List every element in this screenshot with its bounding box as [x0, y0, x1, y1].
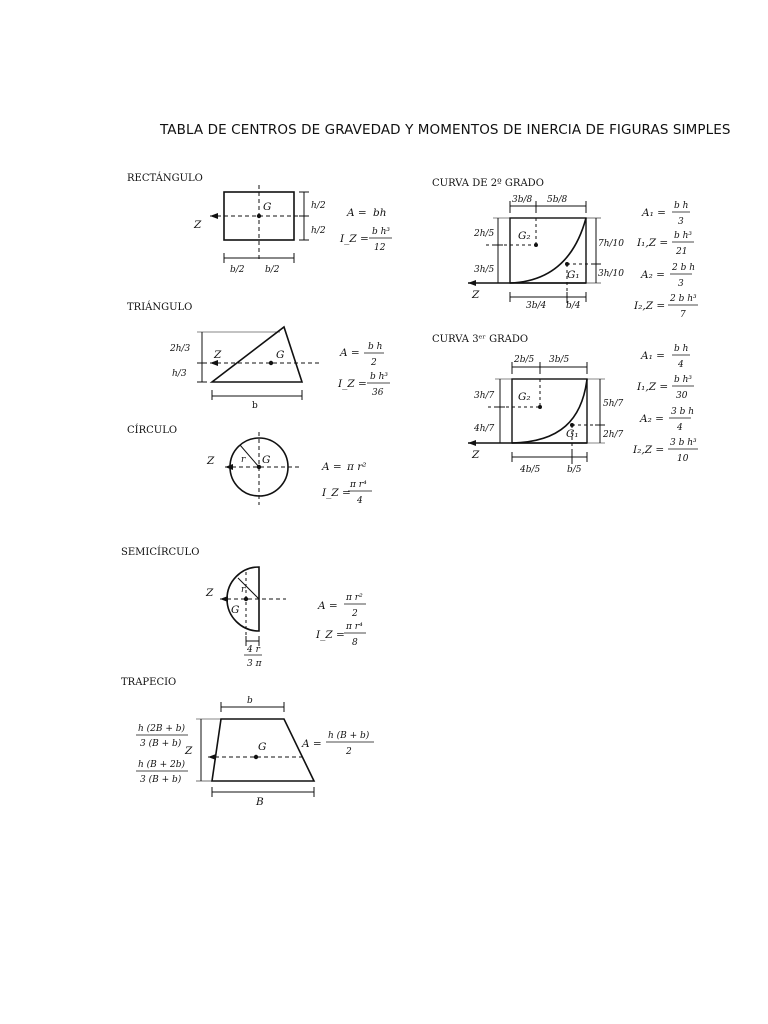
formula-num: 2 b h	[672, 263, 696, 273]
axis-label: Z	[206, 587, 214, 599]
formula-num: 2 b h³	[670, 294, 697, 304]
dim-label: B	[256, 796, 264, 808]
dim-num: h (2B + b)	[138, 724, 186, 734]
centroid-dot	[257, 214, 261, 218]
z-axis-arrow-icon	[208, 754, 216, 760]
triangle-shape	[212, 327, 302, 382]
formula-num: 3 b h³	[670, 438, 697, 448]
formula-inertia-lhs: I_Z =	[322, 487, 351, 499]
formula-area-rhs: π r²	[347, 461, 367, 473]
g1-dot	[565, 262, 569, 266]
formula-num: b h³	[372, 227, 391, 237]
z-axis-arrow-icon	[468, 280, 476, 286]
formula-den: 7	[680, 310, 686, 320]
g2-label: G₂	[518, 230, 531, 242]
z-axis-arrow-icon	[225, 464, 233, 470]
formula-num: b h³	[674, 231, 693, 241]
section-heading-curva3: CURVA 3ᵉʳ GRADO	[432, 334, 529, 345]
formula-num: b h	[368, 342, 383, 352]
formula-inertia-lhs: I_Z =	[316, 629, 345, 641]
dim-num: h (B + 2b)	[138, 760, 186, 770]
formula-area-lhs: A =	[322, 461, 342, 473]
formula-num: b h	[674, 344, 689, 354]
formula-num: π r⁴	[350, 480, 367, 490]
formula-lhs: I₂,Z =	[633, 444, 665, 456]
trapezoid-figure	[110, 670, 410, 815]
g2-label: G₂	[518, 391, 531, 403]
formula-inertia-lhs: I_Z =	[338, 378, 367, 390]
section-heading-curva2: CURVA DE 2º GRADO	[432, 178, 544, 189]
formula-den: 3	[678, 279, 684, 289]
axis-label: Z	[194, 219, 202, 231]
formula-den: 30	[676, 391, 688, 401]
formula-inertia-lhs: I_Z =	[340, 233, 369, 245]
page-title: TABLA DE CENTROS DE GRAVEDAD Y MOMENTOS DE INERCIA DE FIGURAS SIMPLES	[160, 122, 731, 138]
centroid-dot	[257, 465, 261, 469]
section-heading-triangulo: TRIÁNGULO	[127, 302, 193, 313]
circle-figure	[110, 418, 410, 518]
formula-num: b h³	[370, 372, 389, 382]
dim-label: 3h/7	[474, 391, 495, 401]
dim-label: 3h/10	[598, 269, 625, 279]
dim-label: h/3	[172, 369, 187, 379]
dim-label: 3h/5	[474, 265, 495, 275]
formula-lhs: I₂,Z =	[634, 300, 666, 312]
formula-area-lhs: A =	[347, 207, 367, 219]
centroid-label: G	[258, 741, 267, 753]
formula-num: π r²	[346, 593, 363, 603]
centroid-label: G	[276, 349, 285, 361]
dim-label: b/2	[265, 265, 280, 275]
section-heading-circulo: CÍRCULO	[127, 425, 178, 436]
formula-area-lhs: A =	[302, 738, 322, 750]
formula-lhs: I₁,Z =	[637, 381, 669, 393]
centroid-label: G	[262, 454, 271, 466]
formula-area-lhs: A =	[318, 600, 338, 612]
axis-label: Z	[185, 745, 193, 757]
triangle-figure	[110, 290, 410, 410]
g1-dot	[570, 423, 574, 427]
dim-label: 2h/3	[170, 344, 191, 354]
dim-den: 3 (B + b)	[140, 739, 182, 749]
dim-label: b/4	[566, 301, 581, 311]
dim-label: h/2	[311, 226, 326, 236]
formula-den: 4	[357, 496, 363, 506]
dim-den: 3 (B + b)	[140, 775, 182, 785]
g2-dot	[538, 405, 542, 409]
formula-den: 4	[677, 423, 683, 433]
z-axis-arrow-icon	[220, 596, 228, 602]
formula-num: h (B + b)	[328, 731, 370, 741]
formula-lhs: A₂ =	[640, 413, 664, 425]
dim-label: b/2	[230, 265, 245, 275]
second-degree-curve-figure	[420, 170, 720, 330]
dim-label: b	[247, 696, 253, 706]
semicircle-figure	[110, 538, 410, 673]
formula-num: b h	[674, 201, 689, 211]
z-axis-arrow-icon	[210, 213, 218, 219]
axis-label: Z	[472, 449, 480, 461]
formula-den: 12	[374, 243, 386, 253]
dim-label: 3b/5	[549, 355, 570, 365]
dim-label: h/2	[311, 201, 326, 211]
formula-num: b h³	[674, 375, 693, 385]
formula-den: 8	[352, 638, 358, 648]
formula-den: 2	[371, 358, 377, 368]
dim-label: 3b/8	[512, 195, 533, 205]
dim-label: 4b/5	[520, 465, 541, 475]
axis-label: Z	[472, 289, 480, 301]
rectangle-figure	[110, 165, 410, 285]
g2-dot	[534, 243, 538, 247]
g1-label: G₁	[566, 428, 579, 440]
centroid-dot	[269, 361, 273, 365]
formula-lhs: A₂ =	[641, 269, 665, 281]
axis-label: Z	[207, 455, 215, 467]
g1-label: G₁	[567, 269, 580, 281]
axis-label: Z	[214, 349, 222, 361]
formula-den: 36	[372, 388, 384, 398]
formula-den: 10	[677, 454, 689, 464]
dim-label: b/5	[567, 465, 582, 475]
formula-den: 3	[678, 217, 684, 227]
dim-label: 5b/8	[547, 195, 568, 205]
offset-num: 4 r	[247, 645, 260, 655]
section-heading-trapecio: TRAPECIO	[121, 677, 177, 688]
radius-label: r	[241, 455, 246, 465]
formula-num: 3 b h	[671, 407, 695, 417]
formula-area-rhs: bh	[373, 207, 387, 219]
dim-label: 4h/7	[474, 424, 495, 434]
dim-label: b	[252, 401, 258, 411]
z-axis-arrow-icon	[468, 440, 476, 446]
section-heading-semicirculo: SEMICÍRCULO	[121, 547, 200, 558]
centroid-label: G	[231, 604, 240, 616]
dim-label: 2b/5	[514, 355, 535, 365]
formula-den: 4	[678, 360, 684, 370]
dim-label: 3b/4	[526, 301, 547, 311]
formula-area-lhs: A =	[340, 347, 360, 359]
dim-label: 5h/7	[603, 399, 624, 409]
centroid-label: G	[263, 201, 272, 213]
dim-label: 7h/10	[598, 239, 625, 249]
formula-den: 2	[352, 609, 358, 619]
formula-den: 2	[346, 747, 352, 757]
formula-lhs: I₁,Z =	[637, 237, 669, 249]
offset-den: 3 π	[247, 659, 262, 669]
centroid-dot	[244, 597, 248, 601]
formula-lhs: A₁ =	[642, 207, 666, 219]
radius-label: r	[241, 585, 246, 595]
dim-label: 2h/5	[474, 229, 495, 239]
formula-lhs: A₁ =	[641, 350, 665, 362]
formula-den: 21	[676, 247, 688, 257]
centroid-dot	[254, 755, 258, 759]
section-heading-rectangulo: RECTÁNGULO	[127, 173, 203, 184]
formula-num: π r⁴	[346, 622, 363, 632]
third-degree-curve-figure	[420, 328, 720, 498]
dim-label: 2h/7	[603, 430, 624, 440]
